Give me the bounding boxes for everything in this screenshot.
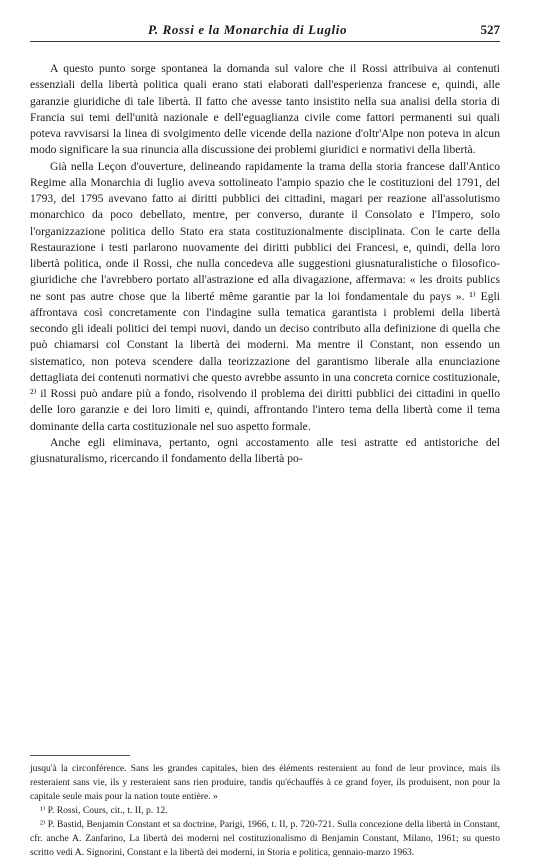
running-header [52,20,500,40]
page-number: 527 [480,22,500,37]
paragraph-1: A questo punto sorge spontanea la domanda sul valore che il Rossi attribuiva ai contenuti essenziali della libertà politica quali erano stati elaborati dall'esperienza francese e, quindi, alle garanzie giuridiche di tale libertà. Il fatto che avesse tanto insistito nella sua analisi della storia di Francia sui temi dell'unità nazionale e dell'eguaglianza civile come fattori permanenti sui quali poteva ravvisarsi la linea di svolgimento delle vicende della nazione d'oltr'Alpe non poteva in alcun modo significare la sua rinuncia alla discussione dei problemi giuridici e normativi della libertà. [30,62,500,157]
footnote-separator [30,755,130,756]
footnotes [30,762,500,860]
header-rule [30,41,500,42]
paragraph-2: Già nella Leçon d'ouverture, delineando rapidamente la trama della storia francese dall'Antico Regime alla Monarchia di luglio aveva sottolineato l'ampio spazio che le costituzioni del 1791, del 1793, del 1795 avevano fatto ai diritti pubblici dei cittadini, magari per reazione all'assolutismo monarchico da poco debellato, mentre, per converso, durante il Consolato e l'Impero, solo l'organizzazione politica dello Stato era stata costituzionalmente disciplinata. Con le carte della Restaurazione i testi parlarono nuovamente dei diritti pubblici dei Francesi, e, quindi, della loro libertà politica, onde il Rossi, che nulla concedeva alle suggestioni giusnaturalistiche o filosofico-giuridiche che l'avrebbero portato all'astrazione ed alla divagazione, affermava: « les droits publics ne sont pas autre chose que la liberté même garantie par la loi fondamentale du pays ». ¹⁾ Egli affrontava così concretamente con l'indagine sulla tematica garantista i problemi della libertà secondo gli ideali politici dei tempi nuovi, dando un deciso contributo alla definizione di quella che può chiamarsi col Constant la libertà dei moderni. Ma mentre il Constant, non essendo un sistematico, non poteva scendere dalla teorizzazione del garantismo liberale alla enunciazione dettagliata dei contenuti normativi che questo avrebbe assunto in una concreta cornice costituzionale, ²⁾ il Rossi può andare più a fondo, risolvendo il problema dei diritti pubblici dei cittadini in quello delle loro garanzie e dei loro limiti e, quindi, affrontando l'intero tema della libertà come il tema dominante della carta costituzionale nel suo aspetto formale. [30,159,500,433]
main-text [30,61,500,467]
paragraph-3: Anche egli eliminava, pertanto, ogni accostamento alle tesi astratte ed antistoriche del giusnaturalismo, ricercando il fondamento della libertà po- [30,435,500,465]
footnote-2: ²⁾ P. Bastid, Benjamin Constant et sa doctrine, Parigi, 1966, t. II, p. 720-721. Sulla concezione della libertà in Constant, cfr. anche A. Zanfarino, La libertà dei moderni nel costituzionalismo di Benjamin Constant, Milano, 1961; su questo scritto vedi A. Signorini, Constant e la libertà dei moderni, in Storia e politica, gennaio-marzo 1963. [30,819,500,858]
running-title: P. Rossi e la Monarchia di Luglio [148,22,348,37]
footnote-1: ¹⁾ P. Rossi, Cours, cit., t. II, p. 12. [40,805,168,816]
footnote-continuation: jusqu'à la circonférence. Sans les grandes capitales, bien des éléments resteraient au fond de leur province, mais ils resteraient sans vie, ils y resteraient sans rien produire, tandis qu'échauffés à ce grand foyer, ils produisent, non pour la capitale seule mais pour la nation toute entière. » [30,763,500,802]
